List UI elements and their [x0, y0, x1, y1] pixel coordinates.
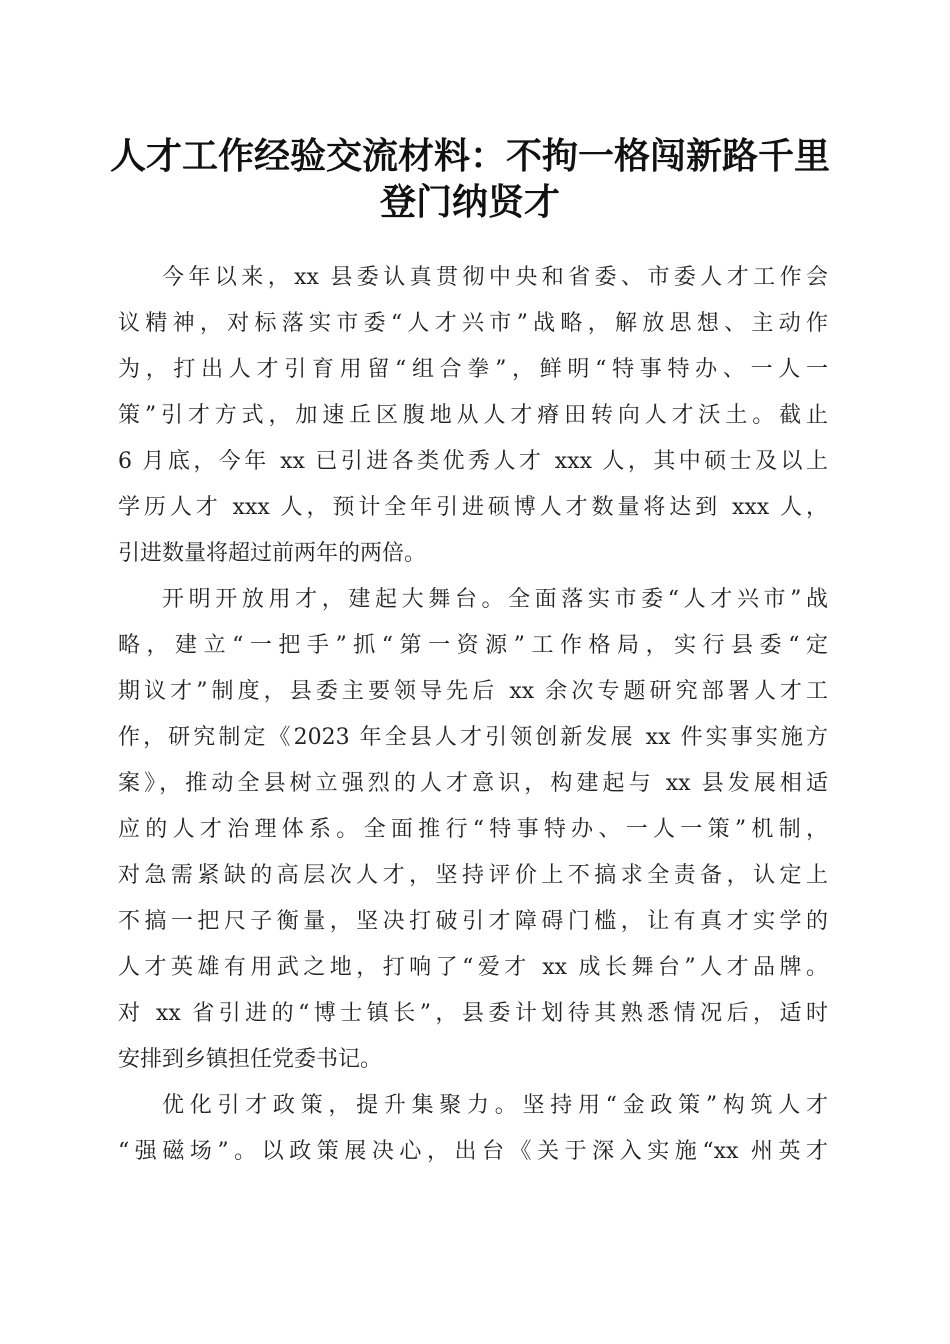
- body-line: 学历人才 xxx 人，预计全年引进硕博人才数量将达到 xxx 人，: [118, 495, 828, 520]
- body-line: 开明开放用才，建起大舞台。全面落实市委“人才兴市”战: [162, 587, 828, 612]
- body-line: 对急需紧缺的高层次人才，坚持评价上不搞求全责备，认定上: [118, 863, 828, 888]
- title-line: 人才工作经验交流材料：不拘一格闯新路千里: [109, 135, 830, 177]
- body-line: 优化引才政策，提升集聚力。坚持用“金政策”构筑人才: [162, 1093, 828, 1118]
- body-line: 策”引才方式，加速丘区腹地从人才瘠田转向人才沃土。截止: [118, 403, 828, 428]
- document-body: [118, 255, 828, 1175]
- body-line: 6 月底，今年 xx 已引进各类优秀人才 xxx 人，其中硕士及以上: [118, 449, 828, 474]
- title-line: 登门纳贤才: [379, 181, 560, 223]
- body-line: 不搞一把尺子衡量，坚决打破引才障碍门槛，让有真才实学的: [118, 909, 828, 934]
- body-line: 为，打出人才引育用留“组合拳”，鲜明“特事特办、一人一: [118, 357, 828, 382]
- body-line: 安排到乡镇担任党委书记。: [118, 1047, 383, 1072]
- body-line: 应的人才治理体系。全面推行“特事特办、一人一策”机制，: [118, 817, 828, 842]
- body-line: 议精神，对标落实市委“人才兴市”战略，解放思想、主动作: [118, 311, 828, 336]
- document-title: [100, 133, 840, 225]
- body-line: 作，研究制定《2023 年全县人才引领创新发展 xx 件实事实施方: [118, 725, 828, 750]
- body-line: “强磁场”。以政策展决心，出台《关于深入实施“xx 州英才: [118, 1139, 828, 1164]
- body-line: 略，建立“一把手”抓“第一资源”工作格局，实行县委“定: [118, 633, 828, 658]
- body-line: 今年以来，xx 县委认真贯彻中央和省委、市委人才工作会: [162, 265, 828, 290]
- body-line: 人才英雄有用武之地，打响了“爱才 xx 成长舞台”人才品牌。: [118, 955, 828, 980]
- body-line: 对 xx 省引进的“博士镇长”，县委计划待其熟悉情况后，适时: [118, 1001, 828, 1026]
- body-line: 期议才”制度，县委主要领导先后 xx 余次专题研究部署人才工: [118, 679, 828, 704]
- paragraph-talent-policy: [118, 1083, 828, 1175]
- paragraph-open-talent-use: [118, 577, 828, 1083]
- paragraph-intro: [118, 255, 828, 577]
- body-line: 引进数量将超过前两年的两倍。: [118, 541, 427, 566]
- body-line: 案》，推动全县树立强烈的人才意识，构建起与 xx 县发展相适: [118, 771, 828, 796]
